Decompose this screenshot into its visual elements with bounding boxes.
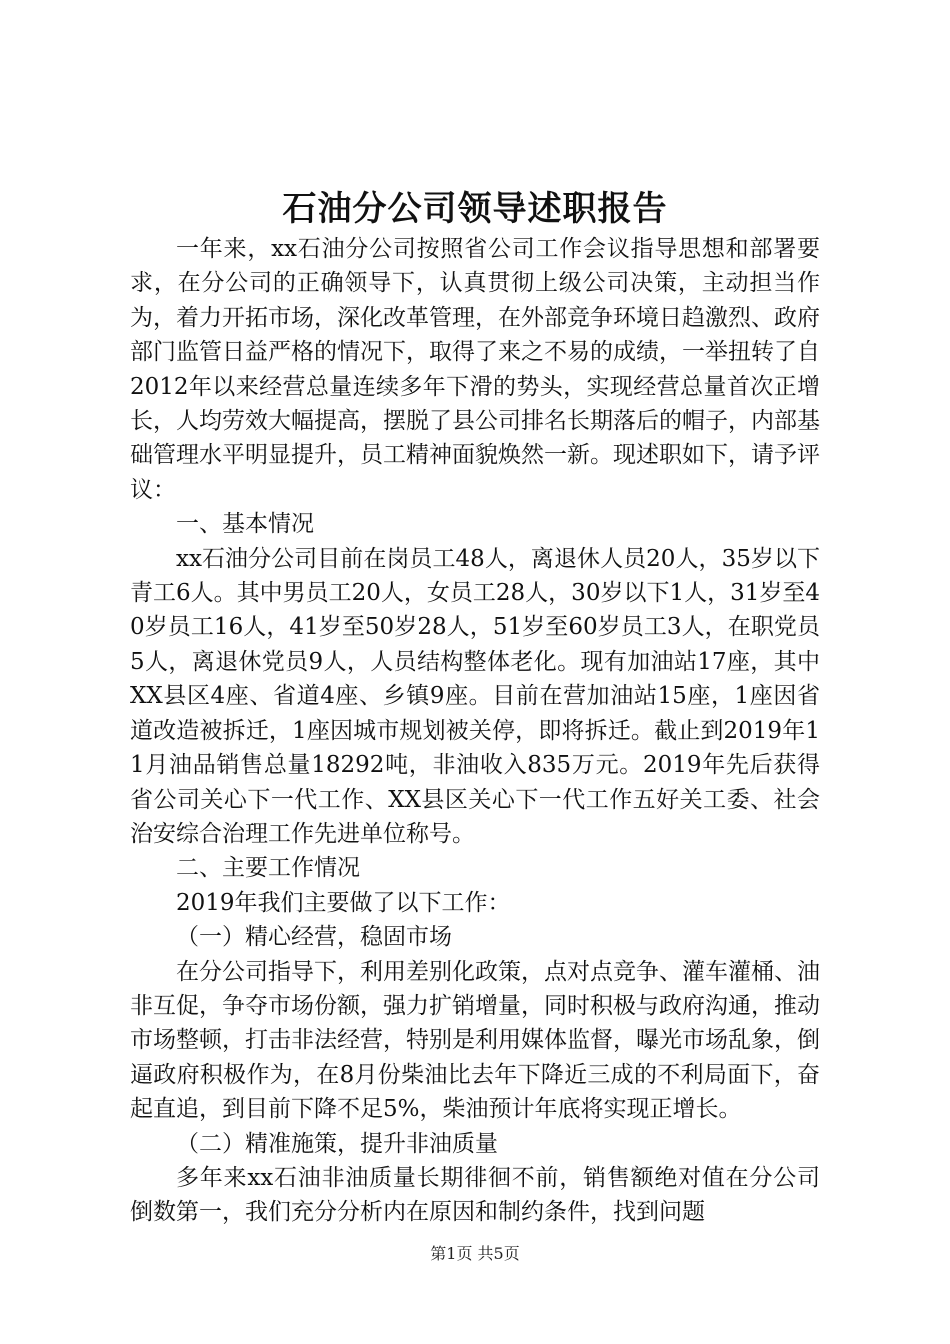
document-body — [130, 232, 820, 1230]
page-number-footer: 第1页 共5页 — [430, 1244, 520, 1263]
market-paragraph: 在分公司指导下，利用差别化政策，点对点竞争、灌车灌桶、油非互促，争夺市场份额，强力扩销增量，同时积极与政府沟通，推动市场整顿，打击非法经营，特别是利用媒体监督，曝光市场乱象，倒逼政府积极作为，在8月份柴油比去年下降近三成的不利局面下，奋起直追，到目前下降不足5%，柴油预计年底将实现正增长。 — [130, 958, 820, 1123]
main-work-intro-line: 2019年我们主要做了以下工作： — [176, 889, 511, 916]
section-heading-basic-situation: 一、基本情况 — [176, 511, 314, 538]
subsection-heading-non-oil: （二）精准施策，提升非油质量 — [176, 1130, 498, 1157]
intro-paragraph: 一年来，xx石油分公司按照省公司工作会议指导思想和部署要求，在分公司的正确领导下，认真贯彻上级公司决策，主动担当作为，着力开拓市场，深化改革管理，在外部竞争环境日趋激烈、政府部门监管日益严格的情况下，取得了来之不易的成绩，一举扭转了自2012年以来经营总量连续多年下滑的势头，实现经营总量首次正增长，人均劳效大幅提高，摆脱了县公司排名长期落后的帽子，内部基础管理水平明显提升，员工精神面貌焕然一新。现述职如下，请予评议： — [130, 236, 820, 503]
section-heading-main-work: 二、主要工作情况 — [176, 855, 360, 882]
document-title: 石油分公司领导述职报告 — [282, 189, 668, 229]
subsection-heading-market: （一）精心经营，稳固市场 — [176, 924, 452, 951]
non-oil-paragraph: 多年来xx石油非油质量长期徘徊不前，销售额绝对值在分公司倒数第一，我们充分分析内在原因和制约条件，找到问题 — [130, 1164, 820, 1226]
basic-situation-paragraph: xx石油分公司目前在岗员工48人，离退休人员20人，35岁以下青工6人。其中男员工20人，女员工28人，30岁以下1人，31岁至40岁员工16人，41岁至50岁28人，51岁至60岁员工3人，在职党员5人，离退休党员9人，人员结构整体老化。现有加油站17座，其中XX县区4座、省道4座、乡镇9座。目前在营加油站15座，1座因省道改造被拆迁，1座因城市规划被关停，即将拆迁。截止到2019年11月油品销售总量18292吨，非油收入835万元。2019年先后获得省公司关心下一代工作、XX县区关心下一代工作五好关工委、社会治安综合治理工作先进单位称号。 — [130, 545, 820, 847]
